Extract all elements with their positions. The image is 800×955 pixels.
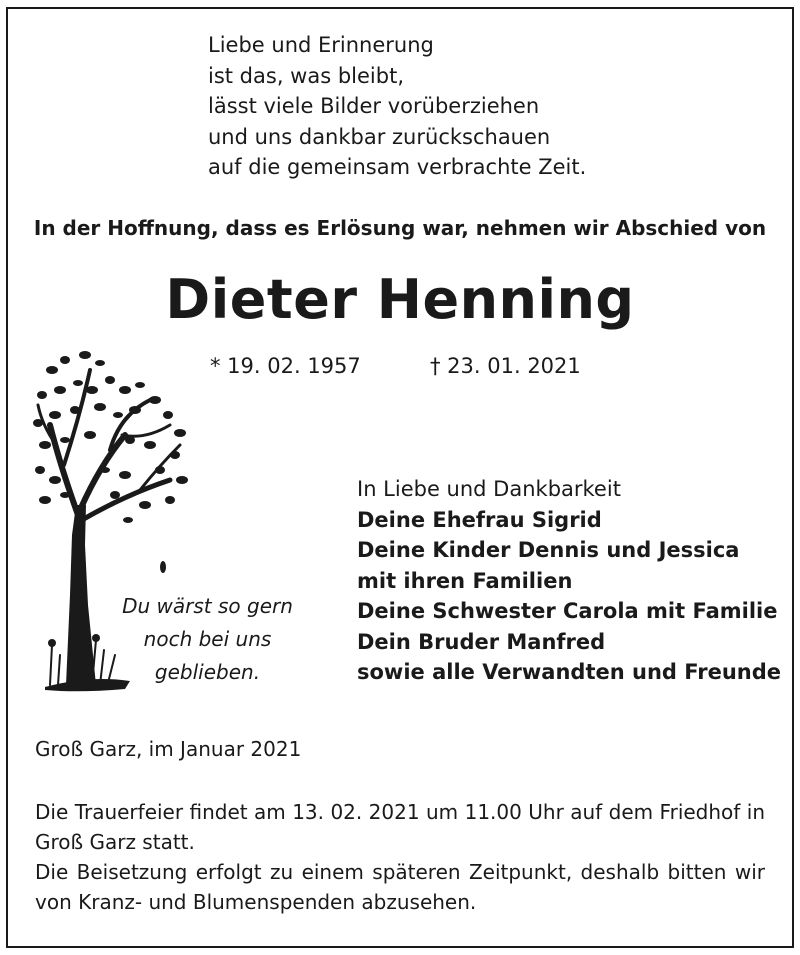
poem-line: Liebe und Erinnerung <box>208 33 434 57</box>
burial-info: Die Beisetzung erfolgt zu einem späteren Zeitpunkt, deshalb bitten wir von Kranz- und Blumenspenden abzusehen. <box>35 860 765 914</box>
farewell-intro: In der Hoffnung, dass es Erlösung war, nehmen wir Abschied von <box>33 216 767 240</box>
mourner-line: sowie alle Verwandten und Freunde <box>357 660 782 684</box>
memorial-quote <box>110 590 305 689</box>
quote-line: noch bei uns <box>143 627 272 651</box>
mourner-line: Deine Schwester Carola mit Familie <box>357 599 778 623</box>
mourners-list <box>357 474 781 688</box>
mourner-line: Deine Ehefrau Sigrid <box>357 507 602 532</box>
deceased-name: Dieter Henning <box>165 268 635 331</box>
mourner-line: Deine Kinder Dennis und Jessica <box>357 538 740 562</box>
birth-date: * 19. 02. 1957 <box>210 354 361 378</box>
quote-line: Du wärst so gern <box>122 594 293 618</box>
mourner-line: Dein Bruder Manfred <box>357 629 606 654</box>
funeral-service-info: Die Trauerfeier findet am 13. 02. 2021 um 11.00 Uhr auf dem Friedhof in Groß Garz statt. <box>35 800 765 854</box>
memorial-poem <box>208 30 586 183</box>
mourner-line: mit ihren Familien <box>357 568 573 593</box>
funeral-notice <box>35 797 765 917</box>
poem-line: ist das, was bleibt, <box>208 63 404 88</box>
death-date: † 23. 01. 2021 <box>430 354 581 378</box>
mourners-opening: In Liebe und Dankbarkeit <box>357 477 621 501</box>
poem-line: lässt viele Bilder vorüberziehen <box>208 94 540 118</box>
poem-line: auf die gemeinsam verbrachte Zeit. <box>208 155 587 179</box>
quote-line: geblieben. <box>154 660 261 684</box>
poem-line: und uns dankbar zurückschauen <box>208 124 551 149</box>
place-and-date: Groß Garz, im Januar 2021 <box>35 737 302 761</box>
